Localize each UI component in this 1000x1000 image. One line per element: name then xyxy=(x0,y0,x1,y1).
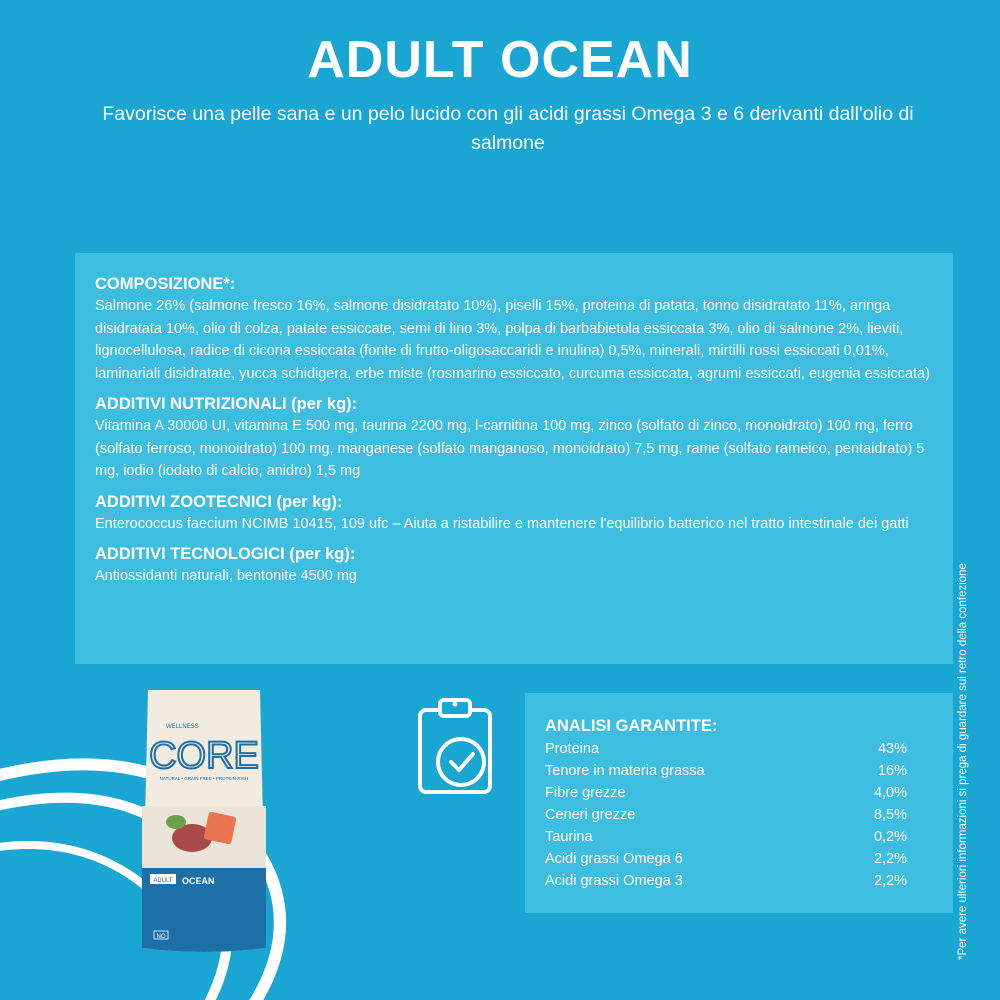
analysis-row xyxy=(545,804,907,826)
analysis-value: 8,5% xyxy=(873,807,907,823)
page-title: ADULT OCEAN xyxy=(307,31,693,89)
package-brand: CORE xyxy=(149,735,259,777)
zootechnical-additives-heading: ADDITIVI ZOOTECNICI (per kg): xyxy=(95,492,343,511)
composition-section xyxy=(95,273,935,385)
clipboard-check-icon xyxy=(414,696,496,796)
analysis-row xyxy=(545,760,907,782)
analysis-panel xyxy=(525,693,953,913)
package-variant: OCEAN xyxy=(182,876,215,886)
technological-additives-heading: ADDITIVI TECNOLOGICI (per kg): xyxy=(95,545,356,563)
nutritional-additives-section xyxy=(95,393,935,483)
analysis-row xyxy=(545,738,907,760)
analysis-label: Ceneri grezze xyxy=(545,807,636,823)
nutritional-additives-text: Vitamina A 30000 UI, vitamina E 500 mg, taurina 2200 mg, l-carnitina 100 mg, zinco (solfato di zinco, monoidrato) 100 mg, ferro (solfato ferroso, monoidrato) 100 mg, manganese (solfato manganoso, monoidrato) 7,5 mg, rame (solfato rameico, pentaidrato) 5 mg, iodio (iodato di calcio, anidro) 1,5 mg xyxy=(95,418,925,479)
analysis-label: Tenore in materia grassa xyxy=(545,763,705,779)
analysis-row xyxy=(545,826,907,848)
package-badge: ADULT xyxy=(153,878,173,884)
composition-heading: COMPOSIZIONE*: xyxy=(95,275,236,293)
analysis-label: Taurina xyxy=(545,829,593,845)
technological-additives-section xyxy=(95,543,935,588)
nutritional-additives-heading: ADDITIVI NUTRIZIONALI (per kg): xyxy=(95,395,358,413)
package-tagline: NATURAL • GRAIN FREE • PROTEIN-RICH xyxy=(159,776,249,781)
analysis-label: Acidi grassi Omega 6 xyxy=(545,851,683,867)
analysis-label: Fibre grezze xyxy=(545,785,626,801)
analysis-value: 2,2% xyxy=(873,851,907,867)
composition-panel xyxy=(75,253,953,664)
analysis-label: Proteina xyxy=(545,741,600,757)
footnote: *Per avere ulteriori informazioni si prega di guardare sul retro della confezione xyxy=(957,563,969,960)
product-package-image xyxy=(136,686,272,956)
analysis-row xyxy=(545,848,907,870)
zootechnical-additives-section xyxy=(95,491,935,536)
analysis-value: 16% xyxy=(877,763,907,779)
package-no-label: NO xyxy=(156,934,166,940)
technological-additives-text: Antiossidanti naturali, bentonite 4500 mg xyxy=(95,568,357,584)
analysis-value: 43% xyxy=(877,741,907,757)
zootechnical-additives-text: Enterococcus faecium NCIMB 10415, 109 ufc – Aiuta a ristabilire e mantenere l'equilibrio batterico nel tratto intestinale dei gatti xyxy=(95,515,909,532)
analysis-heading: ANALISI GARANTITE: xyxy=(545,717,718,735)
package-brand-small: WELLNESS xyxy=(166,724,199,730)
analysis-value: 0,2% xyxy=(873,829,907,845)
analysis-label: Acidi grassi Omega 3 xyxy=(545,873,683,889)
analysis-row xyxy=(545,782,907,804)
composition-text: Salmone 26% (salmone fresco 16%, salmone disidratato 10%), piselli 15%, proteina di patata, tonno disidratato 11%, aringa disidratata 10%, olio di colza, patate essiccate, semi di lino 3%, polpa di barbabietola essiccata 3%, olio di salmone 2%, lieviti, lignocellulosa, radice di cicoria essiccata (fonte di frutto-oligosaccaridi e inulina) 0,5%, minerali, mirtilli rossi essiccati 0,01%, laminariali disidratate, yucca schidigera, erbe miste (rosmarino essiccato, curcuma essiccata, agrumi essiccati, eugenia essiccata) xyxy=(95,298,930,382)
analysis-row xyxy=(545,870,907,892)
analysis-value: 4,0% xyxy=(873,785,907,801)
page-subtitle: Favorisce una pelle sana e un pelo lucido con gli acidi grassi Omega 3 e 6 derivanti dall'olio di salmone xyxy=(102,103,914,154)
analysis-value: 2,2% xyxy=(873,873,907,889)
